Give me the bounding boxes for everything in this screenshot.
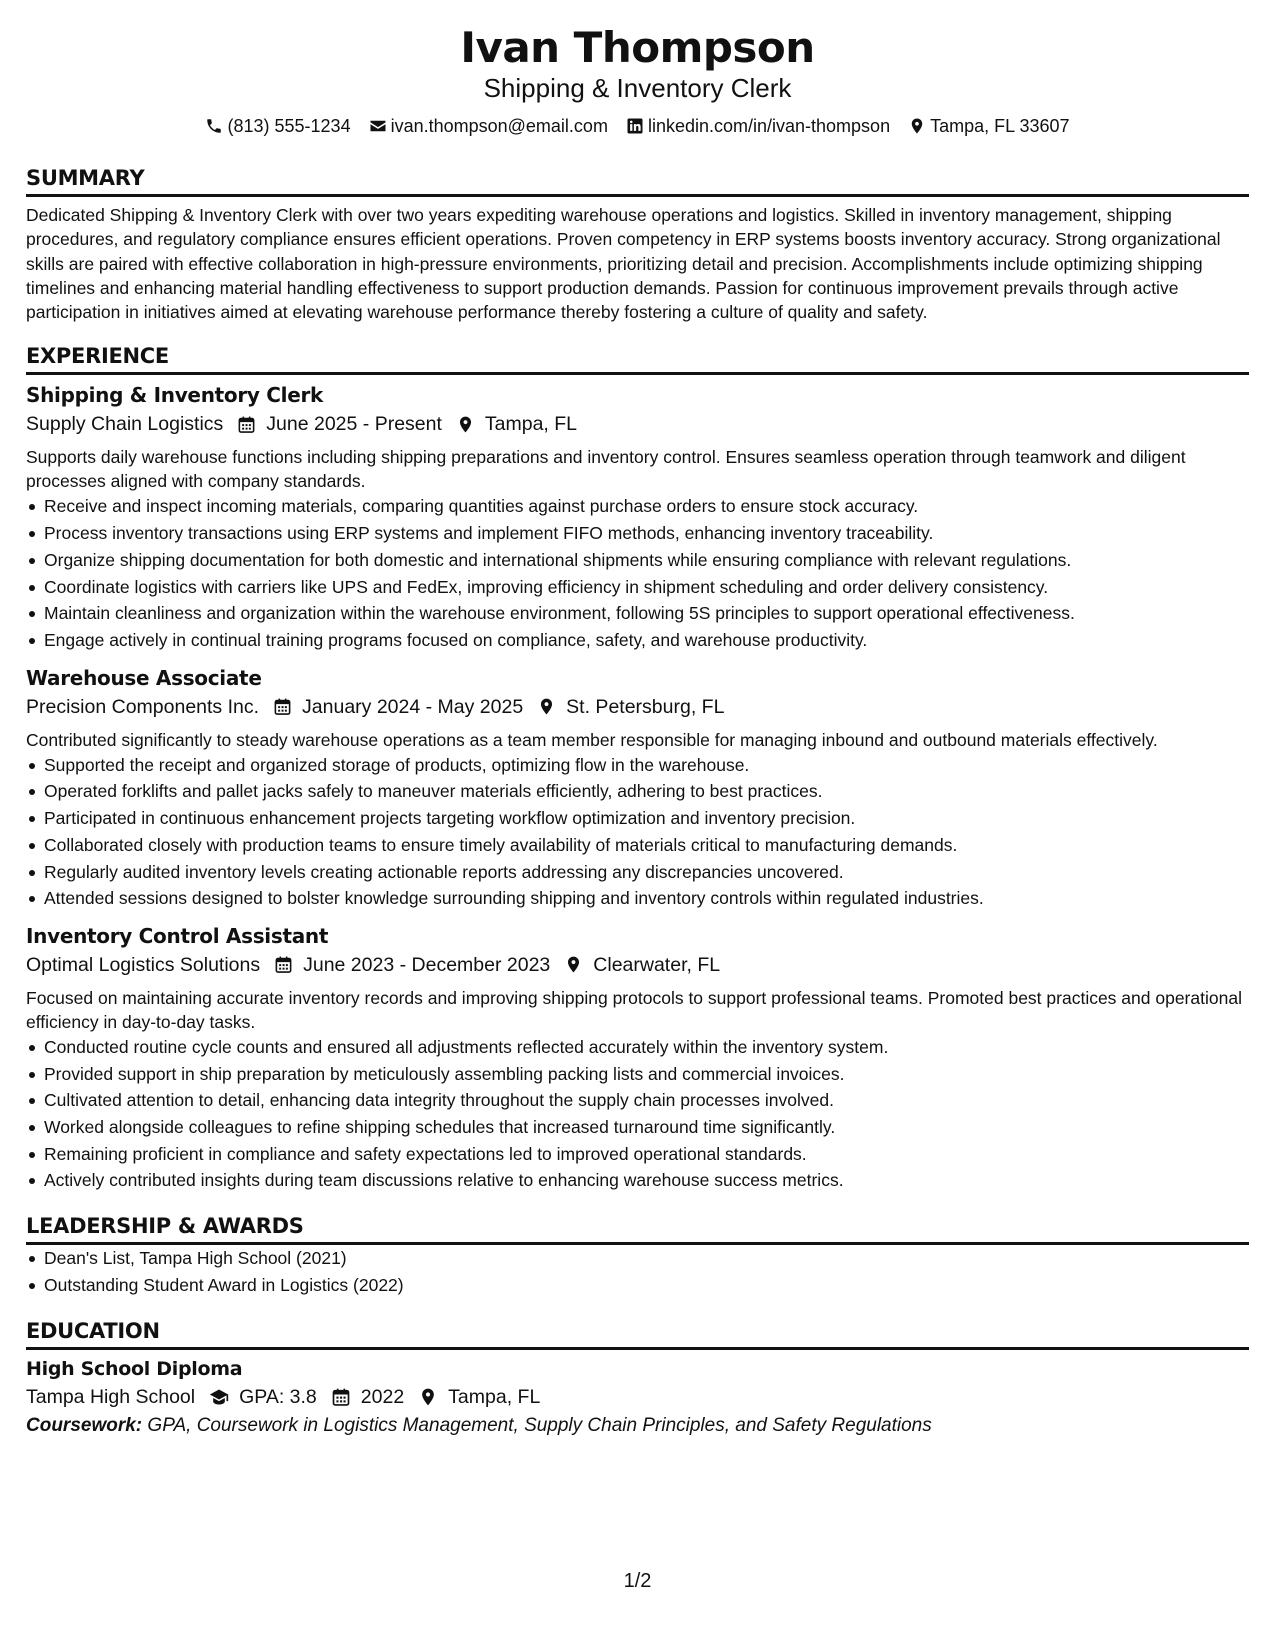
list-item: Engage actively in continual training programs focused on compliance, safety, and warehouse productivity. <box>26 627 1249 654</box>
candidate-role: Shipping & Inventory Clerk <box>483 73 792 103</box>
list-item: Regularly audited inventory levels creating actionable reports addressing any discrepancies uncovered. <box>26 859 1249 886</box>
job-location: Tampa, FL <box>484 413 578 436</box>
job-title: Shipping & Inventory Clerk <box>26 383 324 408</box>
contact-bar <box>26 114 1249 138</box>
job-description: Contributed significantly to steady warehouse operations as a team member responsible for managing inbound and outbound materials effectively. <box>26 729 1158 750</box>
list-item: Maintain cleanliness and organization within the warehouse environment, following 5S principles to support operational effectiveness. <box>26 600 1249 627</box>
contact-linkedin-text: linkedin.com/in/ivan-thompson <box>647 116 891 136</box>
education-meta <box>26 1382 1249 1412</box>
list-item: Coordinate logistics with carriers like UPS and FedEx, improving efficiency in shipment scheduling and order delivery consistency. <box>26 574 1249 601</box>
education-gpa: GPA: 3.8 <box>239 1385 317 1408</box>
job-entry <box>26 381 1249 653</box>
awards-section <box>26 1212 1249 1298</box>
list-item: Supported the receipt and organized storage of products, optimizing flow in the warehouse. <box>26 752 1249 779</box>
contact-phone[interactable] <box>205 114 350 138</box>
page-indicator: 1/2 <box>623 1570 652 1592</box>
contact-linkedin[interactable] <box>626 114 890 138</box>
job-meta <box>26 692 1249 722</box>
job-meta <box>26 409 1249 439</box>
list-item: Participated in continuous enhancement projects targeting workflow optimization and inventory precision. <box>26 805 1249 832</box>
education-school: Tampa High School <box>26 1385 196 1408</box>
list-item: Organize shipping documentation for both domestic and international shipments while ensuring compliance with relevant regulations. <box>26 547 1249 574</box>
job-location: Clearwater, FL <box>593 953 721 976</box>
job-bullets <box>26 493 1249 653</box>
list-item: Receive and inspect incoming materials, comparing quantities against purchase orders to ensure stock accuracy. <box>26 493 1249 520</box>
job-dates: June 2025 - Present <box>266 413 442 436</box>
list-item: Cultivated attention to detail, enhancing data integrity throughout the supply chain processes involved. <box>26 1087 1249 1114</box>
education-section <box>26 1317 1249 1440</box>
education-coursework <box>26 1412 1249 1440</box>
contact-location-text: Tampa, FL 33607 <box>930 116 1070 136</box>
phone-icon <box>205 117 223 135</box>
resume-header <box>26 0 1249 138</box>
job-company: Precision Components Inc. <box>26 695 260 718</box>
list-item: Attended sessions designed to bolster knowledge surrounding shipping and inventory controls within regulated industries. <box>26 885 1249 912</box>
job-description: Supports daily warehouse functions including shipping preparations and inventory control. Ensures seamless operation through teamwork and diligent processes aligned with company standards. <box>26 447 1186 492</box>
list-item: Provided support in ship preparation by meticulously assembling packing lists and commercial invoices. <box>26 1061 1249 1088</box>
section-title-education: EDUCATION <box>26 1317 1249 1350</box>
list-item: Actively contributed insights during team discussions relative to enhancing warehouse success metrics. <box>26 1167 1249 1194</box>
calendar-icon <box>274 955 293 974</box>
map-pin-icon <box>537 697 556 716</box>
list-item: Collaborated closely with production teams to ensure timely availability of materials critical to manufacturing demands. <box>26 832 1249 859</box>
map-pin-icon <box>418 1387 438 1407</box>
job-title: Warehouse Associate <box>26 665 262 690</box>
list-item: Worked alongside colleagues to refine shipping schedules that increased turnaround time significantly. <box>26 1114 1249 1141</box>
candidate-name: Ivan Thompson <box>460 23 815 72</box>
contact-email-text: ivan.thompson@email.com <box>390 116 608 136</box>
job-bullets <box>26 1034 1249 1194</box>
linkedin-icon <box>626 117 644 135</box>
list-item: Conducted routine cycle counts and ensured all adjustments reflected accurately within the inventory system. <box>26 1034 1249 1061</box>
education-location: Tampa, FL <box>448 1385 541 1408</box>
calendar-icon <box>273 697 292 716</box>
map-pin-icon <box>908 117 926 135</box>
job-bullets <box>26 752 1249 912</box>
coursework-text: GPA, Coursework in Logistics Management, Supply Chain Principles, and Safety Regulations <box>147 1414 932 1436</box>
job-company: Supply Chain Logistics <box>26 413 224 436</box>
job-title: Inventory Control Assistant <box>26 923 329 948</box>
job-dates: January 2024 - May 2025 <box>302 695 524 718</box>
section-title-awards: LEADERSHIP & AWARDS <box>26 1212 1249 1245</box>
map-pin-icon <box>564 955 583 974</box>
list-item: Operated forklifts and pallet jacks safely to maneuver materials efficiently, adhering to best practices. <box>26 778 1249 805</box>
list-item: Remaining proficient in compliance and safety expectations led to improved operational standards. <box>26 1141 1249 1168</box>
job-dates: June 2023 - December 2023 <box>303 953 551 976</box>
job-meta <box>26 950 1249 980</box>
contact-phone-text: (813) 555-1234 <box>227 116 351 136</box>
map-pin-icon <box>456 415 475 434</box>
job-description: Focused on maintaining accurate inventory records and improving shipping protocols to support professional teams. Promoted best practices and operational efficiency in day-to-day tasks. <box>26 987 1242 1032</box>
envelope-icon <box>369 117 387 135</box>
graduation-cap-icon <box>209 1387 229 1407</box>
list-item: Dean's List, Tampa High School (2021) <box>26 1245 1249 1272</box>
summary-section <box>26 164 1249 324</box>
coursework-label: Coursework: <box>26 1414 143 1436</box>
education-year: 2022 <box>360 1385 405 1408</box>
contact-email[interactable] <box>369 114 608 138</box>
calendar-icon <box>331 1387 351 1407</box>
experience-section <box>26 342 1249 1194</box>
calendar-icon <box>237 415 256 434</box>
awards-list <box>26 1245 1249 1298</box>
education-degree: High School Diploma <box>26 1357 243 1380</box>
section-title-summary: SUMMARY <box>26 164 1249 197</box>
summary-text: Dedicated Shipping & Inventory Clerk with over two years expediting warehouse operations and logistics. Skilled in inventory management, shipping procedures, and regulatory compliance ensures efficient operations. Proven competency in ERP systems boosts inventory accuracy. Strong organizational skills are paired with effective collaboration in high-pressure environments, prioritizing detail and precision. Accomplishments include optimizing shipping timelines and enhancing material handling effectiveness to support production demands. Passion for continuous improvement prevails through active participation in initiatives aimed at elevating warehouse performance thereby fostering a culture of quality and safety. <box>26 205 1221 323</box>
job-company: Optimal Logistics Solutions <box>26 953 261 976</box>
list-item: Outstanding Student Award in Logistics (2022) <box>26 1272 1249 1299</box>
list-item: Process inventory transactions using ERP systems and implement FIFO methods, enhancing inventory traceability. <box>26 520 1249 547</box>
job-location: St. Petersburg, FL <box>566 695 725 718</box>
job-entry <box>26 664 1249 912</box>
job-entry <box>26 922 1249 1194</box>
contact-location <box>908 114 1069 138</box>
section-title-experience: EXPERIENCE <box>26 342 1249 375</box>
